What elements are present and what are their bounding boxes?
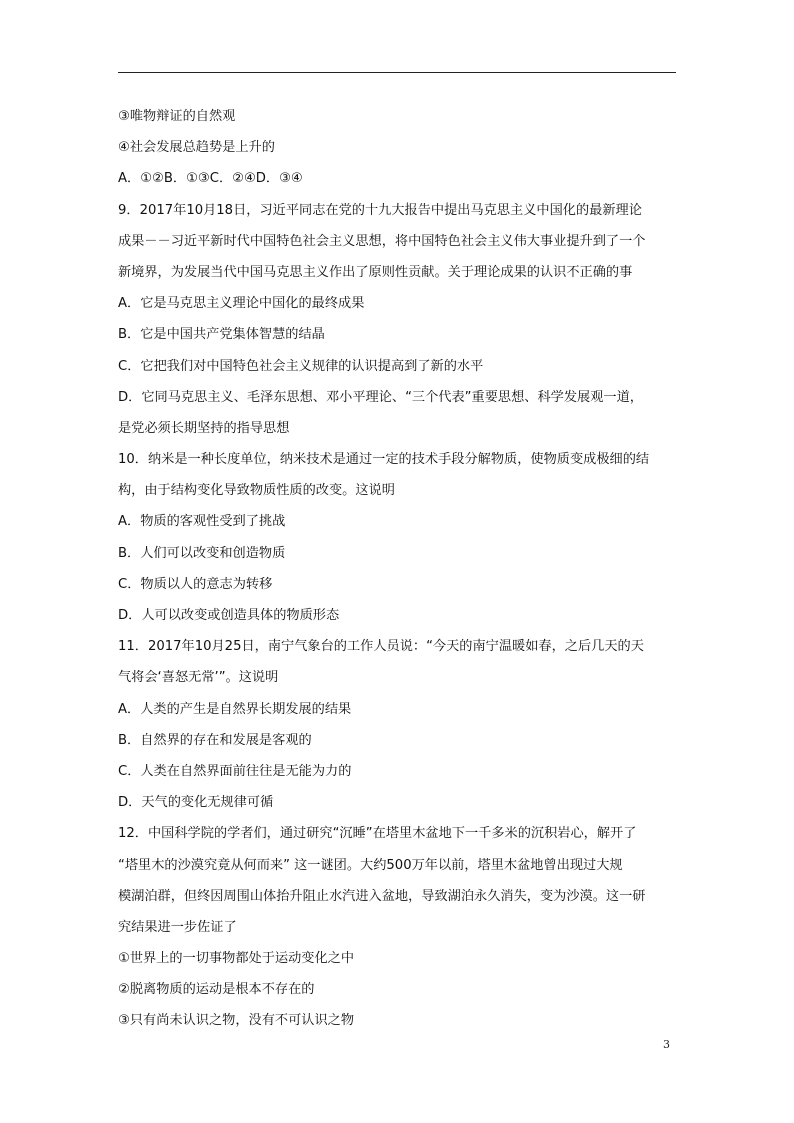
question-10-option-c: C．物质以人的意志为转移 — [118, 576, 273, 592]
answer-choices: A．①②B．①③C．②④D．③④ — [118, 171, 303, 187]
question-11-option-d: D．天气的变化无规律可循 — [118, 795, 274, 811]
option-line: ③唯物辩证的自然观 — [118, 109, 236, 124]
question-12-statement-1: ①世界上的一切事物都处于运动变化之中 — [118, 951, 355, 967]
question-9-option-b: B．它是中国共产党集体智慧的结晶 — [118, 327, 325, 343]
question-12-statement-2: ②脱离物质的运动是根本不存在的 — [118, 982, 315, 998]
question-10-option-b: B．人们可以改变和创造物质 — [118, 545, 286, 561]
question-10-option-a: A．物质的客观性受到了挑战 — [118, 514, 286, 530]
question-10-option-d: D．人可以改变或创造具体的物质形态 — [118, 608, 340, 623]
question-12-text: “塔里木的沙漠究竟从何而来” 这一谜团。大约500万年以前，塔里木盆地曾出现过大规 — [118, 857, 623, 873]
question-11-text: 气将会‘喜怒无常’”。这说明 — [118, 670, 279, 686]
question-9-option-d: 是党必须长期坚持的指导思想 — [118, 420, 290, 436]
question-9-option-d: D．它同马克思主义、毛泽东思想、邓小平理论、“三个代表”重要思想、科学发展观一道， — [118, 389, 643, 405]
question-10-text: 10．纳米是一种长度单位，纳米技术是通过一定的技术手段分解物质，使物质变成极细的结 — [118, 452, 650, 468]
question-12-text: 模湖泊群，但终因周围山体抬升阻止水汽进入盆地，导致湖泊永久消失，变为沙漠。这一研 — [118, 888, 646, 904]
question-11-option-b: B．自然界的存在和发展是客观的 — [118, 732, 312, 748]
header-rule — [118, 72, 676, 73]
question-12-text: 究结果进一步佐证了 — [118, 919, 237, 935]
question-11-option-c: C．人类在自然界面前往往是无能为力的 — [118, 763, 352, 779]
question-9-text: 成果－－习近平新时代中国特色社会主义思想，将中国特色社会主义伟大事业提升到了一个 — [118, 233, 646, 249]
question-11-text: 11．2017年10月25日，南宁气象台的工作人员说：“今天的南宁温暖如春，之后几天的天 — [118, 639, 644, 655]
question-9-text: 9．2017年10月18日，习近平同志在党的十九大报告中提出马克思主义中国化的最新理论 — [118, 202, 642, 218]
document-body — [118, 101, 678, 1037]
option-line: ④社会发展总趋势是上升的 — [118, 140, 275, 156]
question-9-text: 新境界，为发展当代中国马克思主义作出了原则性贡献。关于理论成果的认识不正确的事 — [118, 264, 633, 280]
question-12-statement-3: ③只有尚未认识之物，没有不可认识之物 — [118, 1013, 355, 1029]
question-12-text: 12．中国科学院的学者们，通过研究“沉睡”在塔里木盆地下一千多米的沉积岩心，解开了 — [118, 826, 637, 842]
question-10-text: 构，由于结构变化导致物质性质的改变。这说明 — [118, 483, 395, 499]
page-number: 3 — [663, 1038, 670, 1051]
question-9-option-a: A．它是马克思主义理论中国化的最终成果 — [118, 296, 365, 312]
question-9-option-c: C．它把我们对中国特色社会主义规律的认识提高到了新的水平 — [118, 358, 484, 374]
question-11-option-a: A．人类的产生是自然界长期发展的结果 — [118, 701, 352, 717]
